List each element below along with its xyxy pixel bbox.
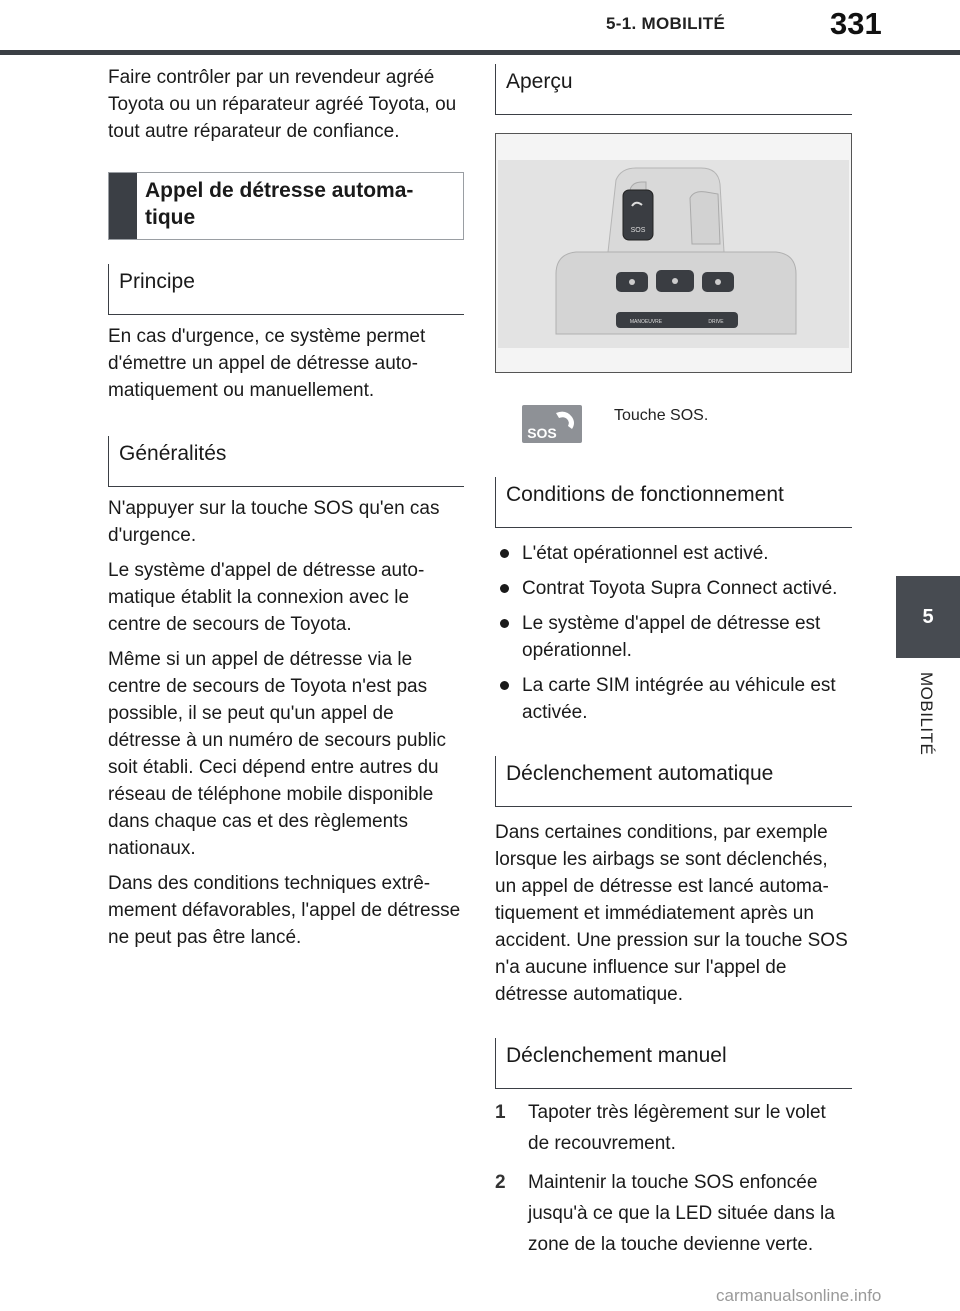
auto-trigger-paragraph: Dans certaines conditions, par exemple lorsque les airbags se sont déclenchés, un appel de détresse est lancé automa-tiquement et immédiatement après un accident. Une pression sur la touche SOS n'a aucune influence sur l'appel de détresse automatique. — [495, 822, 848, 1005]
heading-conditions — [495, 477, 852, 528]
box-heading-text: Appel de détresse automa-tique — [145, 179, 414, 229]
overhead-console-illustration — [496, 134, 851, 372]
heading-generalites-text: Généralités — [119, 442, 227, 465]
heading-principe — [108, 264, 464, 315]
list-item-text: Contrat Toyota Supra Connect activé. — [522, 578, 838, 599]
step-number: 2 — [495, 1172, 506, 1193]
chapter-tab — [896, 576, 960, 658]
bullet-icon — [500, 549, 509, 558]
heading-apercu-text: Aperçu — [506, 70, 573, 93]
generalites-paragraph: Même si un appel de détresse via le centre de secours de Toyota n'est pas possible, il se peut qu'un appel de détresse à un numéro de secours public soit établi. Ceci dépend entre autres du réseau de téléphone mobile disponible dans chaque cas et des règlements nationaux. — [108, 649, 446, 859]
step-item — [495, 1167, 852, 1260]
section-box-heading — [108, 172, 464, 240]
figure-drive-label: DRIVE — [708, 319, 724, 325]
right-column — [495, 64, 852, 1268]
step-text: Tapoter très légèrement sur le volet de recouvrement. — [528, 1102, 826, 1154]
figure-manoeuvre-label: MANOEUVRE — [629, 319, 663, 325]
running-header-section: 5-1. MOBILITÉ — [606, 14, 726, 33]
sos-icon-text: SOS — [527, 425, 557, 441]
sos-key-legend — [495, 397, 852, 477]
heading-principe-text: Principe — [119, 270, 195, 293]
list-item-text: La carte SIM intégrée au véhicule est activée. — [522, 675, 836, 723]
list-item — [495, 672, 852, 726]
list-item-text: L'état opérationnel est activé. — [522, 543, 769, 564]
heading-manual-trigger-text: Déclenchement manuel — [506, 1044, 727, 1067]
chapter-tab-number: 5 — [922, 605, 934, 628]
heading-auto-trigger-text: Déclenchement automatique — [506, 762, 774, 785]
generalites-paragraph: Le système d'appel de détresse auto-matique établit la connexion avec le centre de secours de Toyota. — [108, 560, 425, 635]
manual-steps-list — [495, 1097, 852, 1260]
list-item — [495, 610, 852, 664]
heading-auto-trigger — [495, 756, 852, 807]
sos-caption: Touche SOS. — [614, 407, 709, 424]
intro-paragraph: Faire contrôler par un revendeur agréé Toyota ou un réparateur agréé Toyota, ou tout autre réparateur de confiance. — [108, 67, 457, 142]
bullet-icon — [500, 584, 509, 593]
page-number: 331 — [830, 6, 882, 41]
heading-conditions-text: Conditions de fonctionnement — [506, 483, 784, 506]
step-item — [495, 1097, 852, 1159]
figure-sos-label: SOS — [630, 227, 646, 234]
header-rule — [0, 50, 960, 55]
conditions-list — [495, 540, 852, 726]
list-item — [495, 540, 852, 567]
step-number: 1 — [495, 1102, 506, 1123]
generalites-paragraph: Dans des conditions techniques extrê-mement défavorables, l'appel de détresse ne peut pas être lancé. — [108, 873, 461, 948]
heading-apercu — [495, 64, 852, 115]
generalites-paragraph: N'appuyer sur la touche SOS qu'en cas d'urgence. — [108, 498, 440, 546]
watermark: carmanualsonline.info — [716, 1286, 882, 1305]
left-column — [108, 64, 464, 959]
bullet-icon — [500, 681, 509, 690]
principe-paragraph: En cas d'urgence, ce système permet d'émettre un appel de détresse auto-matiquement ou manuellement. — [108, 326, 426, 401]
step-text: Maintenir la touche SOS enfoncée jusqu'à ce que la LED située dans la zone de la touche devienne verte. — [528, 1172, 835, 1255]
sos-phone-icon — [522, 405, 582, 443]
chapter-tab-label: MOBILITÉ — [917, 672, 936, 756]
heading-manual-trigger — [495, 1038, 852, 1089]
list-item — [495, 575, 852, 602]
bullet-icon — [500, 619, 509, 628]
box-heading-bar — [109, 173, 137, 239]
sos-icon-graphic — [522, 405, 582, 443]
list-item-text: Le système d'appel de détresse est opérationnel. — [522, 613, 821, 661]
heading-generalites — [108, 436, 464, 487]
overhead-console-figure — [495, 133, 852, 373]
